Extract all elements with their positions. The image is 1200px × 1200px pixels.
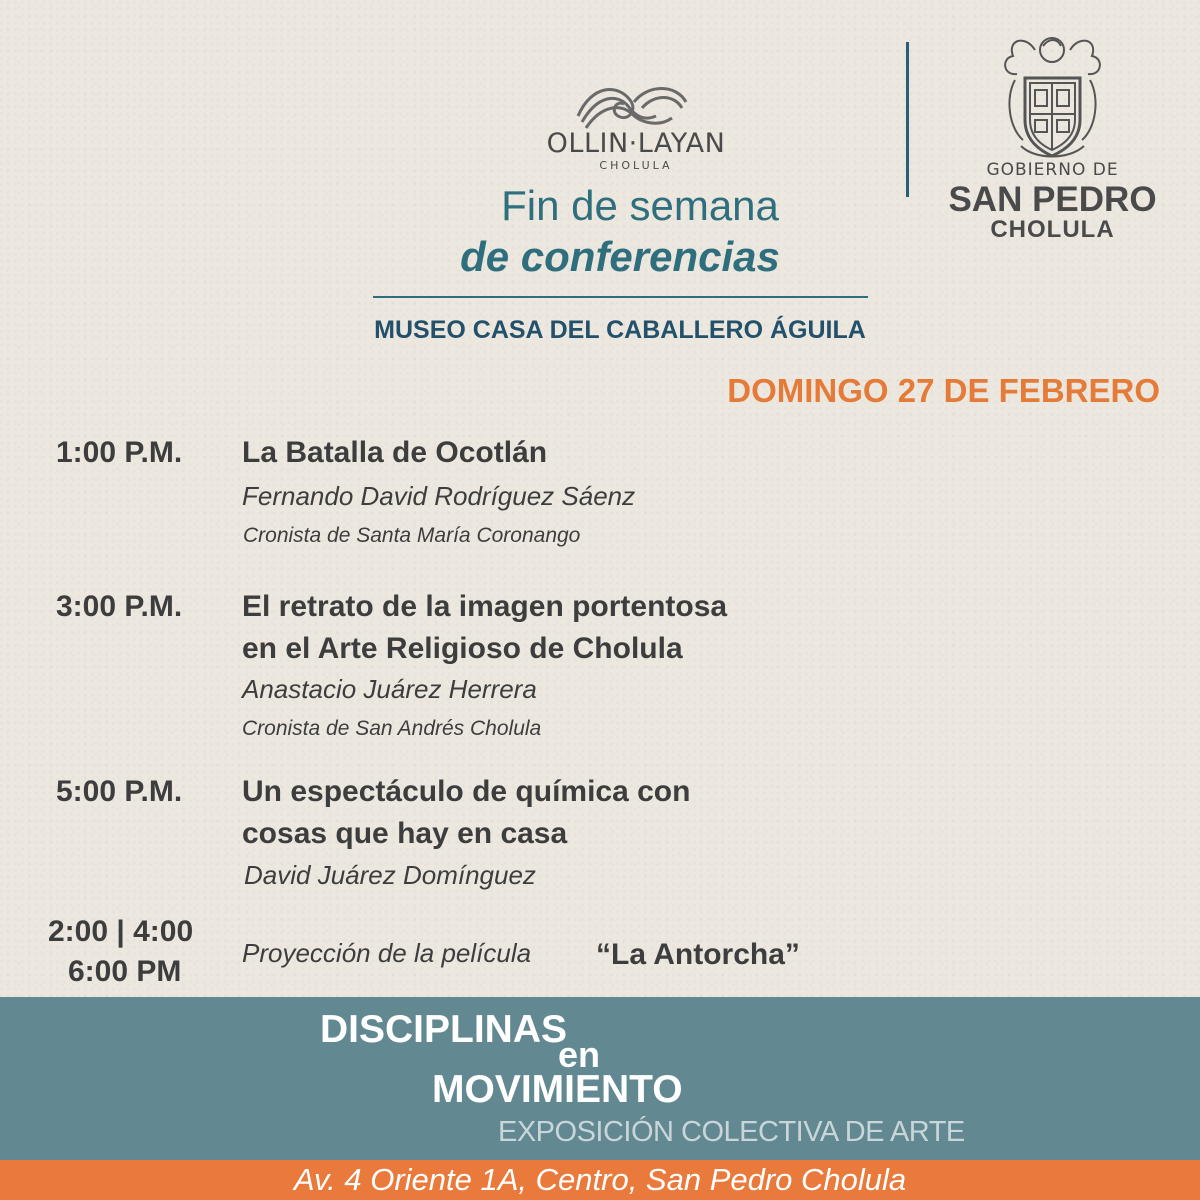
ollin-layan-subtitle: CHOLULA [599, 159, 673, 172]
screening-times-line1: 2:00 | 4:00 [48, 915, 194, 948]
venue-name: MUSEO CASA DEL CABALLERO ÁGUILA [374, 316, 866, 344]
address-text: Av. 4 Oriente 1A, Centro, San Pedro Cholula [293, 1162, 907, 1197]
session-1-role: Cronista de Santa María Coronango [243, 524, 581, 547]
session-1-title: La Batalla de Ocotlán [242, 436, 548, 469]
exhibition-title-line1: DISCIPLINAS [320, 1008, 568, 1051]
session-2-title-line1: El retrato de la imagen portentosa [242, 590, 728, 623]
session-3-title-line2: cosas que hay en casa [242, 817, 568, 850]
ollin-layan-logo-icon [572, 78, 692, 134]
session-3-title-line1: Un espectáculo de química con [242, 775, 691, 808]
exhibition-subtitle: EXPOSICIÓN COLECTIVA DE ARTE [498, 1116, 965, 1148]
gov-city-line1: SAN PEDRO [948, 180, 1157, 219]
san-pedro-crest-icon [995, 28, 1110, 168]
session-2-time: 3:00 P.M. [56, 590, 183, 623]
session-2-speaker: Anastacio Juárez Herrera [242, 674, 537, 704]
gov-city-line2: CHOLULA [990, 216, 1115, 243]
session-1-speaker: Fernando David Rodríguez Sáenz [242, 481, 636, 511]
ollin-layan-name: OLLIN·LAYAN [546, 128, 726, 159]
event-title-line1: Fin de semana [501, 182, 779, 229]
screening-times-line2: 6:00 PM [68, 955, 182, 988]
title-divider [373, 296, 868, 298]
screening-film: “La Antorcha” [596, 938, 800, 971]
session-3-speaker: David Juárez Domínguez [244, 860, 536, 890]
exhibition-title-line3: MOVIMIENTO [432, 1068, 683, 1111]
session-1-time: 1:00 P.M. [56, 436, 183, 469]
screening-label: Proyección de la película [242, 938, 532, 968]
session-2-role: Cronista de San Andrés Cholula [242, 717, 542, 740]
exhibition-title-line2: en [558, 1034, 601, 1075]
session-2-title-line2: en el Arte Religioso de Cholula [242, 632, 683, 665]
logo-divider [906, 42, 909, 197]
session-3-time: 5:00 P.M. [56, 775, 183, 808]
gov-label: GOBIERNO DE [986, 160, 1119, 180]
event-date: DOMINGO 27 DE FEBRERO [727, 372, 1160, 409]
event-title-line2: de conferencias [460, 233, 780, 280]
